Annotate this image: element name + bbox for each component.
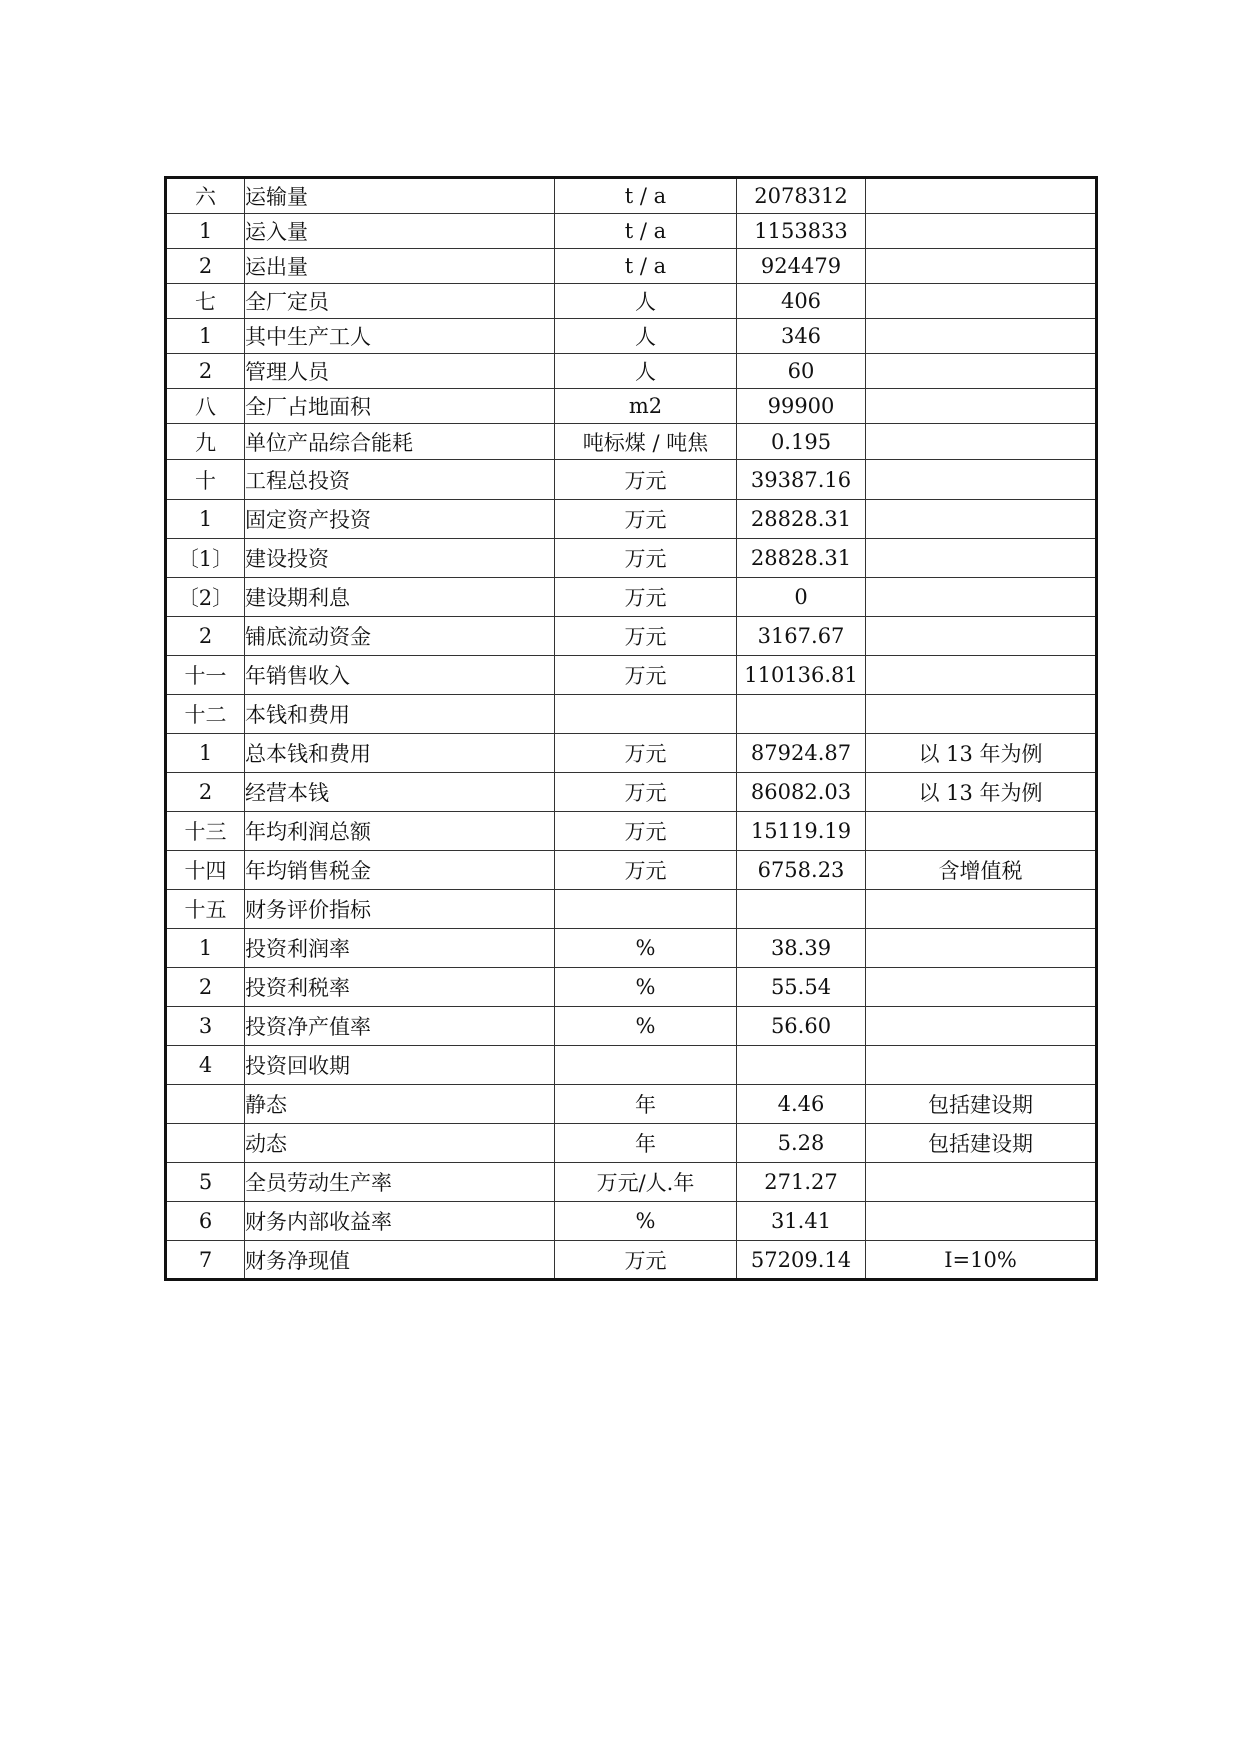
cell-value: 2078312 <box>737 178 866 214</box>
cell-note <box>866 214 1097 249</box>
cell-item: 运出量 <box>245 249 555 284</box>
table-row <box>166 1046 1097 1085</box>
cell-number: 〔1〕 <box>166 539 245 578</box>
cell-number: 2 <box>166 249 245 284</box>
cell-value: 86082.03 <box>737 773 866 812</box>
cell-unit: 万元 <box>555 773 737 812</box>
cell-unit: t / a <box>555 178 737 214</box>
cell-number: 九 <box>166 424 245 460</box>
cell-value: 271.27 <box>737 1163 866 1202</box>
cell-note <box>866 1163 1097 1202</box>
cell-note <box>866 284 1097 319</box>
table-row <box>166 1085 1097 1124</box>
table-row <box>166 1007 1097 1046</box>
cell-unit <box>555 1046 737 1085</box>
cell-item: 工程总投资 <box>245 460 555 500</box>
cell-item: 静态 <box>245 1085 555 1124</box>
cell-unit: 人 <box>555 284 737 319</box>
cell-unit: 万元 <box>555 812 737 851</box>
cell-unit: 万元 <box>555 617 737 656</box>
cell-unit: 万元 <box>555 578 737 617</box>
cell-note <box>866 617 1097 656</box>
cell-note <box>866 695 1097 734</box>
cell-item: 年均销售税金 <box>245 851 555 890</box>
cell-unit: % <box>555 1202 737 1241</box>
cell-value: 28828.31 <box>737 500 866 539</box>
cell-unit: 人 <box>555 319 737 354</box>
cell-unit: 万元 <box>555 1241 737 1280</box>
cell-number <box>166 1124 245 1163</box>
cell-note <box>866 968 1097 1007</box>
table-row <box>166 424 1097 460</box>
table-row <box>166 249 1097 284</box>
cell-item: 投资利税率 <box>245 968 555 1007</box>
cell-value: 55.54 <box>737 968 866 1007</box>
cell-item: 本钱和费用 <box>245 695 555 734</box>
cell-number: 十三 <box>166 812 245 851</box>
table-row <box>166 389 1097 424</box>
cell-unit: % <box>555 1007 737 1046</box>
table-row <box>166 851 1097 890</box>
cell-value: 0 <box>737 578 866 617</box>
cell-unit: 万元/人.年 <box>555 1163 737 1202</box>
cell-number: 1 <box>166 500 245 539</box>
cell-number: 六 <box>166 178 245 214</box>
cell-note <box>866 500 1097 539</box>
table-row <box>166 656 1097 695</box>
table-row <box>166 617 1097 656</box>
cell-number: 6 <box>166 1202 245 1241</box>
table-row <box>166 812 1097 851</box>
cell-note: 包括建设期 <box>866 1124 1097 1163</box>
table-row <box>166 734 1097 773</box>
cell-number: 七 <box>166 284 245 319</box>
cell-item: 财务评价指标 <box>245 890 555 929</box>
cell-unit: 万元 <box>555 656 737 695</box>
cell-value: 39387.16 <box>737 460 866 500</box>
cell-note <box>866 354 1097 389</box>
cell-note <box>866 319 1097 354</box>
cell-number: 4 <box>166 1046 245 1085</box>
cell-value: 31.41 <box>737 1202 866 1241</box>
cell-value: 87924.87 <box>737 734 866 773</box>
cell-number: 十二 <box>166 695 245 734</box>
cell-note: 以 13 年为例 <box>866 773 1097 812</box>
cell-unit <box>555 890 737 929</box>
cell-value: 3167.67 <box>737 617 866 656</box>
cell-unit: t / a <box>555 214 737 249</box>
cell-number: 〔2〕 <box>166 578 245 617</box>
table-row <box>166 929 1097 968</box>
cell-note <box>866 389 1097 424</box>
indicator-table <box>164 176 1098 1281</box>
cell-note <box>866 1202 1097 1241</box>
cell-item: 铺底流动资金 <box>245 617 555 656</box>
cell-item: 投资利润率 <box>245 929 555 968</box>
cell-item: 财务净现值 <box>245 1241 555 1280</box>
cell-value: 38.39 <box>737 929 866 968</box>
table-row <box>166 460 1097 500</box>
cell-item: 全员劳动生产率 <box>245 1163 555 1202</box>
table-row <box>166 1202 1097 1241</box>
cell-item: 年均利润总额 <box>245 812 555 851</box>
table-row <box>166 178 1097 214</box>
cell-item: 单位产品综合能耗 <box>245 424 555 460</box>
cell-item: 投资净产值率 <box>245 1007 555 1046</box>
cell-value: 15119.19 <box>737 812 866 851</box>
cell-value: 0.195 <box>737 424 866 460</box>
cell-note <box>866 178 1097 214</box>
cell-item: 年销售收入 <box>245 656 555 695</box>
cell-note: I=10% <box>866 1241 1097 1280</box>
cell-value: 346 <box>737 319 866 354</box>
cell-unit: 万元 <box>555 851 737 890</box>
cell-unit: 万元 <box>555 500 737 539</box>
table-row <box>166 354 1097 389</box>
cell-value: 56.60 <box>737 1007 866 1046</box>
cell-item: 建设期利息 <box>245 578 555 617</box>
cell-item: 运入量 <box>245 214 555 249</box>
cell-unit <box>555 695 737 734</box>
cell-unit: 年 <box>555 1085 737 1124</box>
cell-number: 2 <box>166 617 245 656</box>
cell-item: 总本钱和费用 <box>245 734 555 773</box>
cell-unit: % <box>555 929 737 968</box>
table-row <box>166 695 1097 734</box>
cell-unit: m2 <box>555 389 737 424</box>
cell-number: 3 <box>166 1007 245 1046</box>
cell-number: 十 <box>166 460 245 500</box>
cell-item: 运输量 <box>245 178 555 214</box>
table-row <box>166 1124 1097 1163</box>
cell-value <box>737 695 866 734</box>
cell-value: 110136.81 <box>737 656 866 695</box>
cell-item: 全厂定员 <box>245 284 555 319</box>
cell-number: 八 <box>166 389 245 424</box>
table-row <box>166 284 1097 319</box>
cell-value: 99900 <box>737 389 866 424</box>
cell-number: 1 <box>166 319 245 354</box>
cell-number: 1 <box>166 734 245 773</box>
cell-value: 6758.23 <box>737 851 866 890</box>
cell-value <box>737 1046 866 1085</box>
cell-item: 全厂占地面积 <box>245 389 555 424</box>
cell-note <box>866 812 1097 851</box>
cell-value: 60 <box>737 354 866 389</box>
table-row <box>166 214 1097 249</box>
cell-number: 十五 <box>166 890 245 929</box>
table-row <box>166 319 1097 354</box>
cell-value <box>737 890 866 929</box>
cell-number: 5 <box>166 1163 245 1202</box>
cell-number <box>166 1085 245 1124</box>
cell-number: 2 <box>166 773 245 812</box>
cell-item: 固定资产投资 <box>245 500 555 539</box>
cell-note <box>866 929 1097 968</box>
cell-value: 28828.31 <box>737 539 866 578</box>
cell-item: 财务内部收益率 <box>245 1202 555 1241</box>
cell-item: 管理人员 <box>245 354 555 389</box>
table-row <box>166 578 1097 617</box>
cell-item: 投资回收期 <box>245 1046 555 1085</box>
cell-note <box>866 1007 1097 1046</box>
cell-note <box>866 890 1097 929</box>
table-row <box>166 500 1097 539</box>
cell-note: 含增值税 <box>866 851 1097 890</box>
cell-note <box>866 424 1097 460</box>
cell-item: 动态 <box>245 1124 555 1163</box>
cell-number: 1 <box>166 214 245 249</box>
table-row <box>166 1163 1097 1202</box>
cell-value: 406 <box>737 284 866 319</box>
cell-number: 7 <box>166 1241 245 1280</box>
cell-number: 1 <box>166 929 245 968</box>
cell-note <box>866 656 1097 695</box>
cell-item: 建设投资 <box>245 539 555 578</box>
cell-note <box>866 1046 1097 1085</box>
table-row <box>166 539 1097 578</box>
cell-unit: 万元 <box>555 539 737 578</box>
cell-unit: 万元 <box>555 460 737 500</box>
cell-number: 十四 <box>166 851 245 890</box>
cell-unit: 人 <box>555 354 737 389</box>
cell-unit: 年 <box>555 1124 737 1163</box>
cell-value: 5.28 <box>737 1124 866 1163</box>
cell-value: 1153833 <box>737 214 866 249</box>
cell-unit: t / a <box>555 249 737 284</box>
table-body <box>166 178 1097 1280</box>
table-row <box>166 968 1097 1007</box>
cell-note <box>866 578 1097 617</box>
table-row <box>166 1241 1097 1280</box>
cell-value: 57209.14 <box>737 1241 866 1280</box>
table-row <box>166 773 1097 812</box>
cell-item: 其中生产工人 <box>245 319 555 354</box>
table-row <box>166 890 1097 929</box>
cell-note: 以 13 年为例 <box>866 734 1097 773</box>
cell-value: 4.46 <box>737 1085 866 1124</box>
cell-number: 2 <box>166 968 245 1007</box>
cell-note <box>866 249 1097 284</box>
cell-number: 十一 <box>166 656 245 695</box>
cell-note <box>866 460 1097 500</box>
cell-note: 包括建设期 <box>866 1085 1097 1124</box>
cell-unit: 吨标煤 / 吨焦 <box>555 424 737 460</box>
cell-value: 924479 <box>737 249 866 284</box>
cell-unit: % <box>555 968 737 1007</box>
cell-number: 2 <box>166 354 245 389</box>
cell-note <box>866 539 1097 578</box>
cell-item: 经营本钱 <box>245 773 555 812</box>
cell-unit: 万元 <box>555 734 737 773</box>
